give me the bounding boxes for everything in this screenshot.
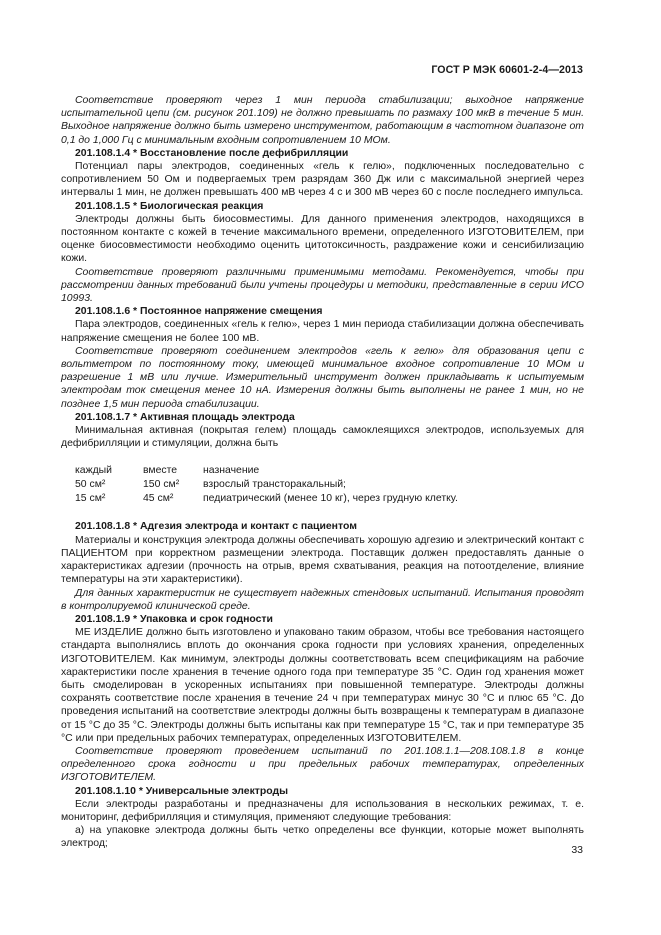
table-cell: 15 см² [75, 493, 106, 505]
table-header-row [75, 464, 584, 478]
compliance-paragraph: Соответствие проверяют различными применимыми методами. Рекомендуется, чтобы при рассмотрении данных требований были учтены процедуры и методики, представленные в серии ИСО 10993. [61, 266, 584, 305]
compliance-paragraph: Соответствие проверяют соединением электродов «гель к гелю» для образования цепи с вольтметром по постоянному току, имеющей минимальное входное сопротивление 10 МОм и разрешение 1 мВ или лучше. Измерительный инструмент должен прикладывать к испытуемым электродам ток смещения менее 10 нА. Измерения должны быть выполнены не ранее 1 мин, но не позднее 1,5 мин периода стабилизации. [61, 345, 584, 410]
compliance-paragraph: Соответствие проверяют проведением испытаний по 201.108.1.1—208.108.1.8 в конце определенного срока годности и при предельных рабочих температурах, определенных ИЗГОТОВИТЕЛЕМ. [61, 745, 584, 784]
section-heading: 201.108.1.8 * Адгезия электрода и контакт с пациентом [75, 521, 357, 533]
page-number: 33 [571, 844, 583, 856]
standard-header: ГОСТ Р МЭК 60601-2-4—2013 [431, 64, 583, 76]
section-heading: 201.108.1.7 * Активная площадь электрода [75, 411, 295, 423]
table-cell: 50 см² [75, 479, 106, 491]
compliance-paragraph: Соответствие проверяют через 1 мин периода стабилизации; выходное напряжение испытательной цепи (см. рисунок 201.109) не должно превышать по размаху 100 мкВ в течение 5 мин. Выходное напряжение должно быть измерено инструментом, работающим в частотном диапазоне от 0,1 до 1,000 Гц с минимальным входным сопротивлением 10 МОм. [61, 95, 584, 146]
table-cell: назначение [203, 465, 260, 477]
paragraph: Пара электродов, соединенных «гель к гелю», через 1 мин периода стабилизации должна обеспечивать напряжение смещения не более 100 мВ. [61, 319, 584, 344]
paragraph: Электроды должны быть биосовместимы. Для данного применения электродов, находящихся в постоянном контакте с кожей в течение максимального времени, определенного ИЗГОТОВИТЕЛЕМ, при оценке биосовместимости необходимо оценить цитотоксичность, раздражение кожи и сенсибилизацию кожи. [61, 213, 584, 265]
table-cell: взрослый трансторакальный; [203, 479, 346, 491]
section-heading: 201.108.1.5 * Биологическая реакция [75, 200, 264, 212]
section-heading: 201.108.1.6 * Постоянное напряжение смещения [75, 306, 323, 318]
paragraph: Если электроды разработаны и предназначены для использования в нескольких режимах, т. е. мониторинг, дефибрилляция и стимуляция, применяют следующие требования: [61, 798, 584, 823]
compliance-paragraph: Для данных характеристик не существует надежных стендовых испытаний. Испытания проводят в контролируемой клинической среде. [61, 587, 584, 612]
section-heading: 201.108.1.4 * Восстановление после дефибрилляции [75, 147, 349, 159]
table-cell: вместе [143, 465, 178, 477]
paragraph: Потенциал пары электродов, соединенных «гель к гелю», подключенных последовательно с сопротивлением 50 Ом и подвергаемых трем разрядам 360 Дж или с максимальной энергией через интервалы 1 мин, не должен превышать 400 мВ через 4 с и 300 мВ через 60 с после последнего импульса. [61, 161, 584, 199]
document-body [61, 94, 584, 851]
table-row [75, 492, 584, 506]
table-cell: 45 см² [143, 493, 174, 505]
table-cell: 150 см² [143, 479, 180, 491]
paragraph: МЕ ИЗДЕЛИЕ должно быть изготовлено и упаковано таким образом, чтобы все требования настоящего стандарта выполнялись вплоть до окончания срока годности при условиях хранения, определенных ИЗГОТОВИТЕЛЕМ. Как минимум, электроды должны соответствовать всем спецификациям на рабочие характеристики после хранения в течение одного года при температуре 35 °С. Один год хранения может быть смоделирован в ускоренных испытаниях при повышенной температуре. Электроды должны сохранять соответствие после хранения в течение 24 ч при температурах минус 30 °С и плюс 65 °С. До проведения испытаний на соответствие электроды должны быть возвращены к температурам в диапазоне от 15 °С до 35 °С. Электроды должны быть испытаны как при температуре 15 °С, так и при температуре 35 °С или при предельных рабочих температурах, определенных ИЗГОТОВИТЕЛЕМ. [61, 627, 584, 744]
section-heading: 201.108.1.9 * Упаковка и срок годности [75, 613, 273, 625]
paragraph: а) на упаковке электрода должны быть четко определены все функции, которые может выполнять электрод; [61, 825, 584, 850]
paragraph: Минимальная активная (покрытая гелем) площадь самоклеящихся электродов, используемых для дефибрилляции и стимуляции, должна быть [61, 425, 584, 450]
table-cell: педиатрический (менее 10 кг), через грудную клетку. [203, 493, 458, 505]
table-cell: каждый [75, 465, 113, 477]
area-table [75, 464, 584, 506]
paragraph: Материалы и конструкция электрода должны обеспечивать хорошую адгезию и электрический контакт с ПАЦИЕНТОМ при корректном размещении электрода. Поставщик должен предоставлять данные о характеристиках адгезии (прочность на отрыв, время схватывания, реакция на потоотделение, влияние температуры на эти характеристики). [61, 534, 584, 586]
section-heading: 201.108.1.10 * Универсальные электроды [75, 785, 289, 797]
table-row [75, 478, 584, 492]
